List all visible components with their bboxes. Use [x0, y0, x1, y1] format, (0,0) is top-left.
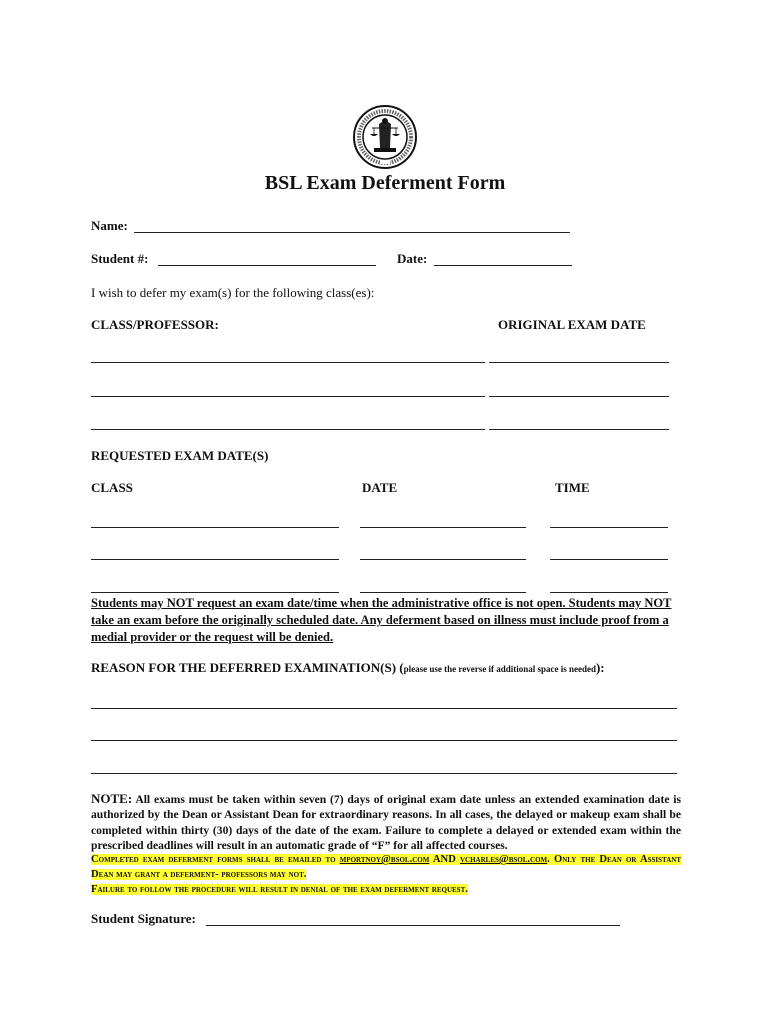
note-label: NOTE: [91, 791, 133, 806]
requested-dates-header: REQUESTED EXAM DATE(S) [91, 448, 269, 463]
student-number-label: Student #: [91, 251, 149, 266]
student-number-field[interactable] [158, 265, 376, 266]
requested-class-field-1[interactable] [91, 527, 339, 528]
name-field[interactable] [134, 232, 570, 233]
date-label: Date: [397, 251, 428, 266]
page-title: BSL Exam Deferment Form [264, 172, 506, 194]
reason-field-3[interactable] [91, 773, 677, 774]
signature-label: Student Signature: [91, 911, 196, 926]
class-professor-field-2[interactable] [91, 396, 485, 397]
email-link-mportnoy[interactable]: mportnoy@bsol.com [339, 854, 430, 865]
requested-class-field-2[interactable] [91, 559, 339, 560]
note-paragraph: NOTE: All exams must be taken within seven (7) days of original exam date unless an extended examination date is authorized by the Dean or Assistant Dean for extraordinary reasons. In all cases, the delayed or makeup exam shall be completed within thirty (30) days of the date of the exam. Failure to complete a delayed or extended exam within the prescribed deadlines will result in an automatic grade of “F” for all affected courses. [91, 791, 681, 853]
requested-time-field-3[interactable] [550, 592, 668, 593]
failure-warning: Failure to follow the procedure will result in denial of the exam deferment request. [91, 884, 468, 895]
class-professor-header: CLASS/PROFESSOR: [91, 317, 219, 332]
class-professor-field-3[interactable] [91, 429, 485, 430]
requested-time-field-2[interactable] [550, 559, 668, 560]
original-date-field-3[interactable] [489, 429, 669, 430]
date-field[interactable] [434, 265, 572, 266]
requested-date-field-2[interactable] [360, 559, 526, 560]
warning-paragraph: Students may NOT request an exam date/time when the administrative office is not open. Students may NOT take an exam before the originally scheduled date. Any deferment based on illness must include proof from a medial provider or the request will be denied. [91, 596, 672, 644]
time-column-header: TIME [555, 480, 590, 495]
original-exam-date-header: ORIGINAL EXAM DATE [498, 317, 646, 332]
requested-class-field-3[interactable] [91, 592, 339, 593]
school-seal-icon [352, 104, 418, 170]
name-label: Name: [91, 218, 128, 233]
requested-date-field-1[interactable] [360, 527, 526, 528]
requested-time-field-1[interactable] [550, 527, 668, 528]
class-professor-field-1[interactable] [91, 362, 485, 363]
reason-field-2[interactable] [91, 740, 677, 741]
class-column-header: CLASS [91, 480, 133, 495]
email-instructions: Completed exam deferment forms shall be emailed to mportnoy@bsol.com AND vcharles@bsol.com. Only the Dean or Assistant Dean may grant a deferment- professors may not. [91, 854, 681, 881]
email-link-vcharles[interactable]: vcharles@bsol.com [459, 854, 548, 865]
signature-field[interactable] [206, 925, 620, 926]
original-date-field-2[interactable] [489, 396, 669, 397]
intro-text: I wish to defer my exam(s) for the following class(es): [91, 285, 375, 300]
requested-date-field-3[interactable] [360, 592, 526, 593]
reason-header: REASON FOR THE DEFERRED EXAMINATION(S) (please use the reverse if additional space is needed): [91, 660, 605, 675]
reason-note: please use the reverse if additional space is needed [403, 664, 596, 674]
reason-field-1[interactable] [91, 708, 677, 709]
date-column-header: DATE [362, 480, 398, 495]
original-date-field-1[interactable] [489, 362, 669, 363]
